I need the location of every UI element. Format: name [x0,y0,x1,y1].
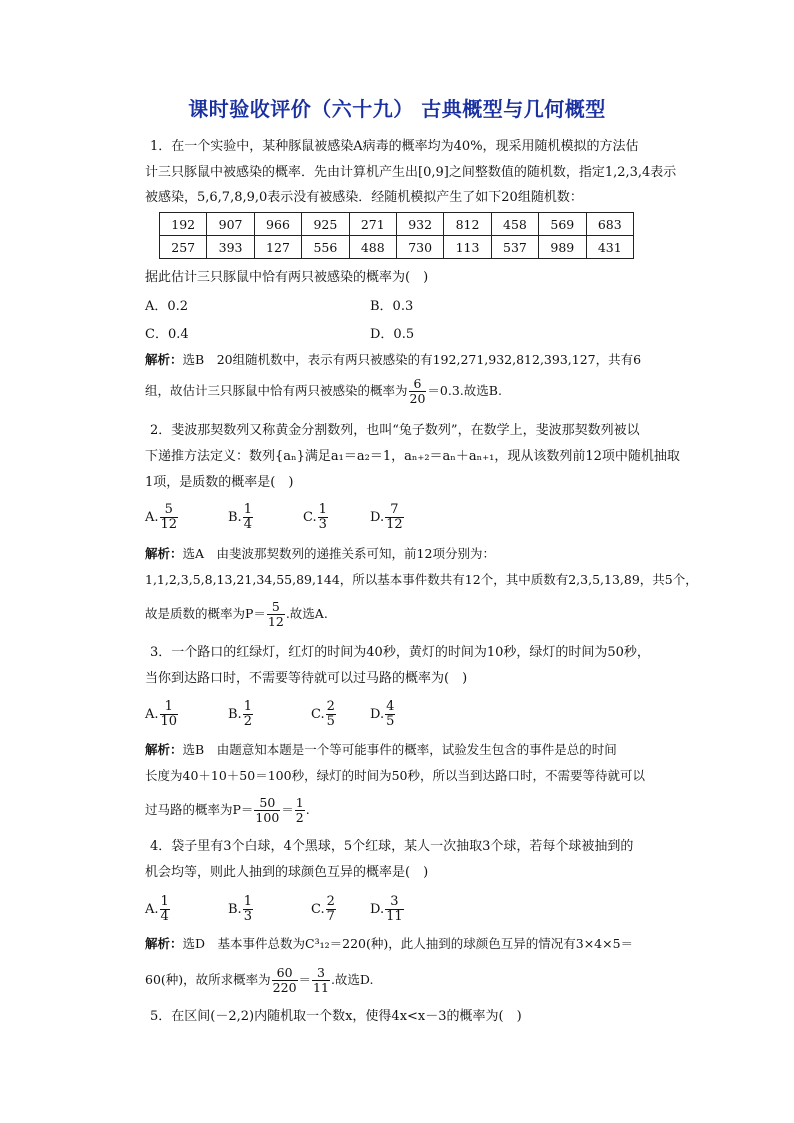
table-cell: 907 [207,213,254,236]
q4-solution-line2: 60(种)，故所求概率为 $\frac{60}{220}$ ＝ $\frac{3}{11}$ .故选D. [145,965,374,995]
q1-option-b: B．0.3 [370,299,414,314]
q1-option-a: A．0.2 [145,299,189,314]
q4-option-d: D. $\frac{3}{11}$ [370,894,403,924]
q4-option-a: A. $\frac{1}{4}$ [145,894,169,924]
q1-question: 据此估计三只豚鼠中恰有两只被感染的概率为( ) [145,270,429,285]
table-cell: 113 [444,236,491,259]
table-cell: 458 [491,213,538,236]
q4-solution-label: 解析： [145,936,183,951]
q2-option-d: D. $\frac{7}{12}$ [370,502,403,532]
table-cell: 966 [254,213,301,236]
table-cell: 431 [586,236,633,259]
q3-solution-line2: 长度为40＋10＋50＝100秒，绿灯的时间为50秒，所以当到达路口时，不需要等待就可以 [145,768,645,783]
q3-option-a: A. $\frac{1}{10}$ [145,699,178,729]
q2-solution-line3: 故是质数的概率为P＝ $\frac{5}{12}$ .故选A. [145,599,328,629]
table-cell: 271 [349,213,396,236]
q1-solution-line1: 选B 20组随机数中，表示有两只被感染的有192,271,932,812,393,127，共有6 [182,352,642,367]
table-row [160,236,634,259]
q2-line1: 2．斐波那契数列又称黄金分割数列，也叫“兔子数列”，在数学上，斐波那契数列被以 [150,423,640,438]
q3-solution-line3: 过马路的概率为P＝ $\frac{50}{100}$ ＝ $\frac{1}{2}$ . [145,795,310,825]
table-cell: 488 [349,236,396,259]
table-cell: 127 [254,236,301,259]
q2-line2: 下递推方法定义：数列{aₙ}满足a₁＝a₂＝1，aₙ₊₂＝aₙ＋aₙ₊₁，现从该数列前12项中随机抽取 [145,449,680,464]
table-cell: 989 [539,236,586,259]
random-number-table [159,212,634,259]
q3-option-d: D. $\frac{4}{5}$ [370,699,395,729]
q1-line2: 计三只豚鼠中被感染的概率．先由计算机产生出[0,9]之间整数值的随机数，指定1,2,3,4表示 [145,165,677,180]
q1-line3: 被感染，5,6,7,8,9,0表示没有被感染．经随机模拟产生了如下20组随机数： [145,190,583,205]
table-cell: 683 [586,213,633,236]
q1-solution-line2: 组，故估计三只豚鼠中恰有两只被感染的概率为 $\frac{6}{20}$ ＝0.3.故选B. [145,376,502,406]
table-cell: 257 [160,236,207,259]
q3-solution-line1: 选B 由题意知本题是一个等可能事件的概率，试验发生包含的事件是总的时间 [182,742,617,757]
q3-option-b: B. $\frac{1}{2}$ [228,699,252,729]
table-cell: 569 [539,213,586,236]
table-cell: 192 [160,213,207,236]
table-cell: 812 [444,213,491,236]
q4-line2: 机会均等，则此人抽到的球颜色互异的概率是( ) [145,865,429,880]
q2-line3: 1项，是质数的概率是( ) [145,475,294,490]
q3-line2: 当你到达路口时，不需要等待就可以过马路的概率为( ) [145,671,468,686]
q3-line1: 3．一个路口的红绿灯，红灯的时间为40秒，黄灯的时间为10秒，绿灯的时间为50秒， [150,645,650,660]
table-cell: 393 [207,236,254,259]
page-title: 课时验收评价（六十九） 古典概型与几何概型 [188,97,606,121]
table-row [160,213,634,236]
q3-option-c: C. $\frac{2}{5}$ [311,699,335,729]
q2-solution-line1: 选A 由斐波那契数列的递推关系可知，前12项分别为： [182,546,495,561]
q2-option-a: A. $\frac{5}{12}$ [145,502,178,532]
q4-line1: 4．袋子里有3个白球，4个黑球，5个红球，某人一次抽取3个球，若每个球被抽到的 [150,839,634,854]
q1-option-c: C．0.4 [145,327,189,342]
table-cell: 730 [396,236,443,259]
q1-solution-label: 解析： [145,352,183,367]
q5-line1: 5．在区间(－2,2)内随机取一个数x，使得4x<x－3的概率为( ) [150,1009,522,1024]
q3-solution-label: 解析： [145,742,183,757]
q2-solution-line2: 1,1,2,3,5,8,13,21,34,55,89,144，所以基本事件数共有12个，其中质数有2,3,5,13,89，共5个， [145,572,698,587]
q4-option-b: B. $\frac{1}{3}$ [228,894,252,924]
q2-option-b: B. $\frac{1}{4}$ [228,502,252,532]
table-cell: 556 [302,236,349,259]
fraction: $\frac{6}{20}$ [409,376,426,406]
q1-option-d: D．0.5 [370,327,415,342]
q4-option-c: C. $\frac{2}{7}$ [311,894,335,924]
q4-solution-line1: 选D 基本事件总数为C³₁₂＝220(种)，此人抽到的球颜色互异的情况有3×4×5＝ [182,936,634,951]
q2-option-c: C. $\frac{1}{3}$ [303,502,327,532]
table-cell: 932 [396,213,443,236]
table-cell: 537 [491,236,538,259]
q1-line1: 1．在一个实验中，某种豚鼠被感染A病毒的概率均为40%，现采用随机模拟的方法估 [150,139,639,154]
table-cell: 925 [302,213,349,236]
q2-solution-label: 解析： [145,546,183,561]
